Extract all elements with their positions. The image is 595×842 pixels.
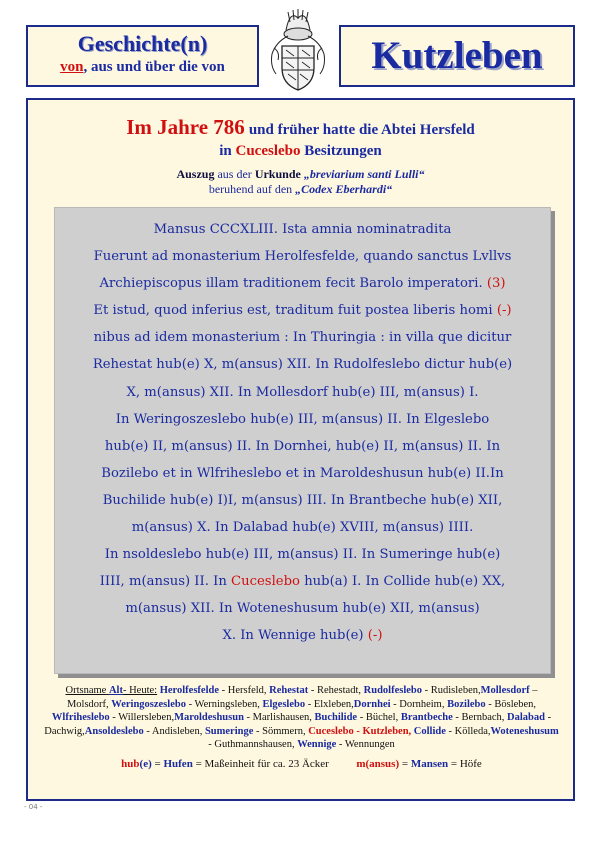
legend-new-name: - Wennungen (336, 739, 395, 750)
legend-old-name: Cuceslebo - Kutzleben, (308, 725, 412, 737)
legend-old-name: Brantbeche (400, 712, 453, 723)
latin-line: X. In Wennige hub(e) (-) (222, 628, 383, 644)
latin-line: In Weringoszeslebo hub(e) III, m(ansus) II. In Elgeslebo (115, 411, 490, 427)
legend-old-name: Rudolfeslebo (363, 685, 422, 696)
series-subtitle (28, 58, 257, 76)
latin-line: Archiepiscopus illam traditionem fecit Barolo imperatori. (3) (99, 276, 506, 292)
legend-new-name: - Werningsleben, (185, 698, 263, 710)
latin-line: m(ansus) X. In Dalabad hub(e) XVIII, m(ansus) IIII. (131, 520, 474, 536)
legend-new-name: - Dornheim, (390, 698, 448, 710)
latin-transcription-box (54, 207, 551, 674)
page-number: - 04 - (24, 803, 43, 811)
source-note-urkunde: Urkunde (254, 167, 301, 181)
legend-old-name: Rehestat (269, 685, 309, 696)
legend-old-name: Dalabad (507, 712, 545, 723)
legend-old-name: Woteneshusum (490, 725, 559, 737)
legend-new-name: - Guthmannshausen, (208, 739, 298, 750)
legend-old-name: Herolfesfelde (159, 685, 219, 696)
content-panel (26, 98, 575, 801)
page-heading (28, 116, 573, 141)
source-note (28, 167, 573, 197)
legend-new-name: - Andisleben, (143, 725, 205, 737)
legend-old-name: Weringoszeslebo (111, 698, 186, 710)
legend-old-name: Buchilide (314, 712, 358, 723)
legend-alt: Alt (108, 685, 123, 696)
place-name-title: Kutzleben (371, 34, 543, 77)
series-subtitle-von: von (60, 59, 84, 75)
family-coat-of-arms-icon (266, 8, 330, 94)
latin-line: m(ansus) XII. In Woteneshusum hub(e) XII, m(ansus) (125, 601, 480, 617)
place-name-box (339, 25, 575, 87)
legend-old-name: Maroldeshusun (174, 712, 244, 723)
source-note-line2: beruhend auf den (208, 182, 293, 196)
footnote-marker: (-) (367, 628, 383, 644)
latin-line: Bozilebo et in Wlfriheslebo et in Maroldeshusun hub(e) II.In (101, 465, 504, 481)
legend-new-name: - Willersleben, (109, 712, 175, 723)
subheading-place: Cuceslebo (235, 143, 301, 159)
series-title: Geschichte(n) (77, 31, 208, 56)
legend-new-name: - Hersfeld, (219, 685, 270, 696)
legend-new-name: - Marlishausen, (243, 712, 315, 723)
legend-old-name: Wlfriheslebo (51, 712, 110, 723)
place-name-legend (44, 684, 559, 771)
source-note-text: aus der (217, 167, 252, 181)
series-subtitle-rest: , aus und über die von (83, 59, 225, 75)
footnote-marker: (-) (496, 303, 512, 319)
highlighted-place: Cuceslebo (231, 574, 300, 590)
latin-line: Mansus CCCXLIII. Ista amnia nominatradita (153, 222, 452, 237)
legend-new-name: - Bernbach, (452, 712, 508, 723)
source-note-document: „breviarium santi Lulli“ (303, 167, 425, 181)
legend-old-name: Collide (413, 725, 446, 737)
legend-old-name: Ansoldeslebo (84, 725, 144, 737)
series-title-box (26, 25, 259, 87)
legend-intro: Ortsname (65, 685, 107, 696)
subheading-prefix: in (219, 143, 232, 159)
latin-line: IIII, m(ansus) II. In Cuceslebo hub(a) I. In Collide hub(e) XX, (99, 574, 506, 590)
legend-old-name: Mollesdorf (480, 685, 530, 696)
legend-new-name: - Bösleben, (485, 698, 537, 710)
latin-line: hub(e) II, m(ansus) II. In Dornhei, hub(e) II, m(ansus) II. In (104, 438, 501, 454)
latin-line: nibus ad idem monasterium : In Thuringia : in villa que dicitur (93, 330, 512, 346)
legend-old-name: Bozilebo (447, 698, 486, 710)
legend-new-name: - Elxleben, (305, 698, 354, 710)
legend-old-name: Dornhei (353, 698, 391, 710)
latin-line: X, m(ansus) XII. In Mollesdorf hub(e) III, m(ansus) I. (126, 384, 479, 400)
legend-new-name: – Molsdorf, (66, 685, 538, 710)
heading-text: und früher hatte die Abtei Hersfeld (248, 122, 475, 138)
footnote-marker: (3) (486, 276, 506, 292)
legend-new-name: - Dachwig, (44, 712, 552, 737)
legend-heute: - Heute: (122, 685, 158, 696)
unit-explanation: hub(e) = Hufen = Maßeinheit für ca. 23 Äcker m(ansus) = Mansen = Höfe (121, 757, 482, 770)
latin-line: Fuerunt ad monasterium Herolfesfelde, quando sanctus Lvllvs (93, 249, 512, 265)
legend-new-name: - Büchel, (357, 712, 401, 723)
source-note-auszug: Auszug (176, 167, 215, 181)
legend-old-name: Wennige (297, 739, 337, 750)
legend-new-name: - Sömmern, (253, 725, 309, 737)
legend-old-name: Sumeringe (204, 725, 254, 737)
heading-year: Im Jahre 786 (126, 115, 245, 139)
latin-line: Et istud, quod inferius est, traditum fuit postea liberis homi (-) (93, 303, 512, 319)
page-subheading (28, 141, 573, 161)
latin-line: Buchilide hub(e) I)I, m(ansus) III. In Brantbeche hub(e) XII, (102, 492, 503, 508)
legend-new-name: - Rehestadt, (308, 685, 364, 696)
subheading-suffix: Besitzungen (304, 143, 382, 159)
legend-new-name: - Rudisleben, (421, 685, 481, 696)
source-note-codex: „Codex Eberhardi“ (295, 182, 393, 196)
latin-line: In nsoldeslebo hub(e) III, m(ansus) II. In Sumeringe hub(e) (104, 547, 501, 563)
legend-new-name: - Kölleda, (445, 725, 491, 737)
legend-old-name: Elgeslebo (262, 698, 306, 710)
latin-line: Rehestat hub(e) X, m(ansus) XII. In Rudolfeslebo dictur hub(e) (92, 357, 513, 373)
